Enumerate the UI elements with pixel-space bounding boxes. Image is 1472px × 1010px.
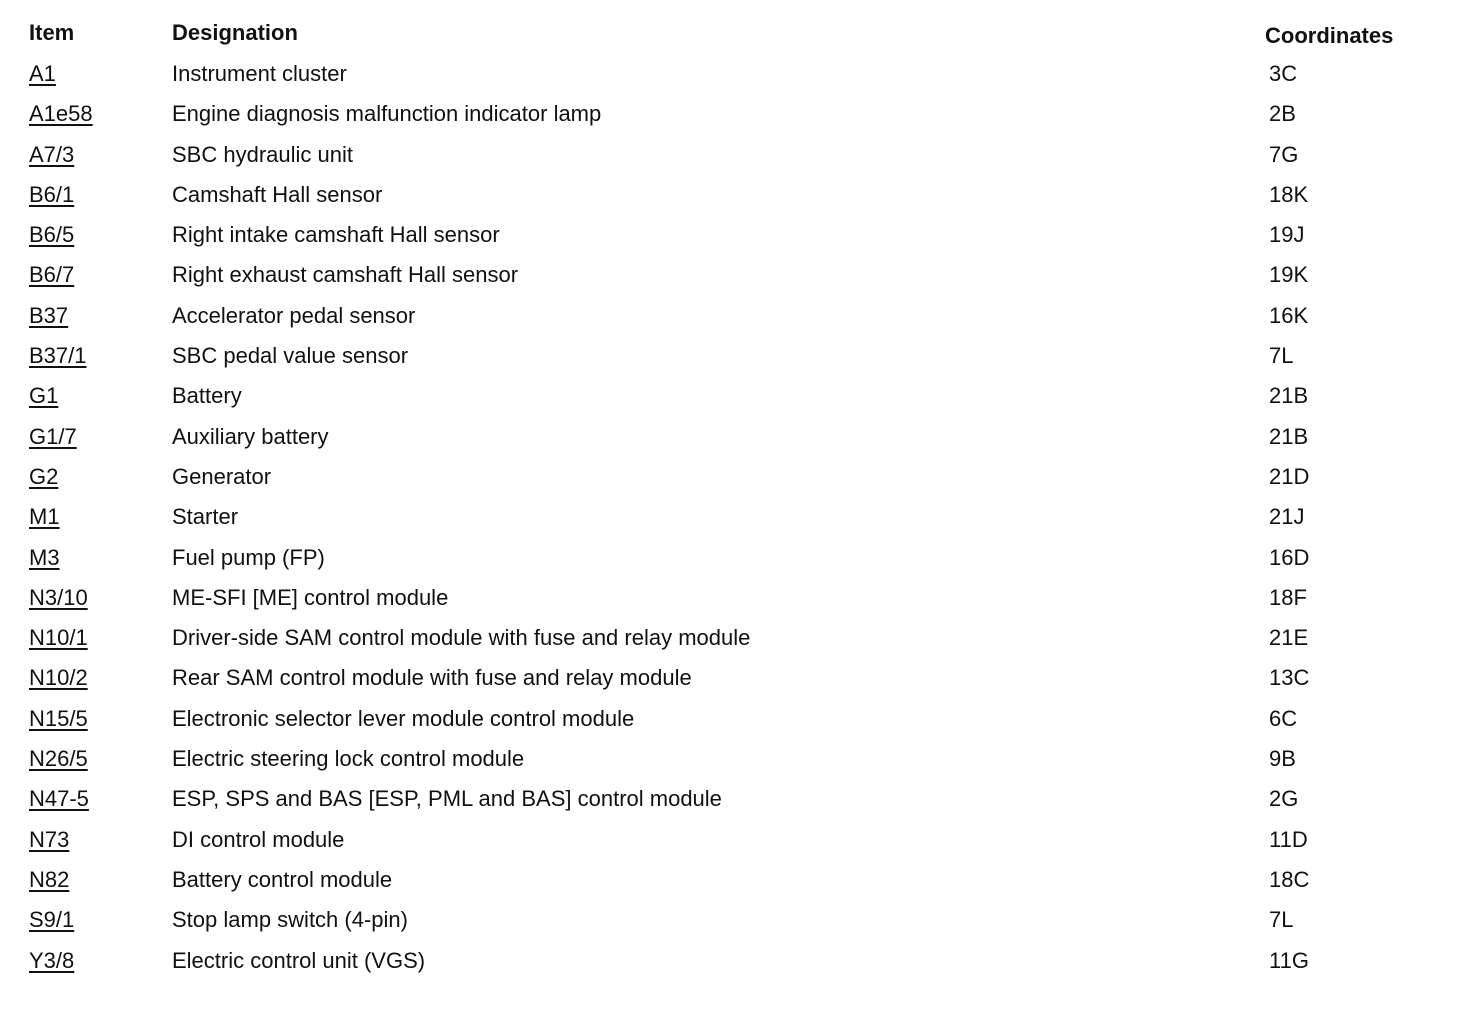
coordinates-text: 13C	[1269, 665, 1310, 691]
item-link[interactable]: A1	[29, 61, 56, 86]
coordinates-text: 18K	[1269, 181, 1309, 207]
coordinates-text: 21B	[1269, 423, 1309, 449]
coordinates-text: 21E	[1269, 625, 1309, 651]
item-link[interactable]: N73	[29, 826, 70, 852]
item-link[interactable]: N10/2	[29, 665, 88, 691]
designation-text: Electric steering lock control module	[172, 746, 525, 772]
column-header-coordinates: Coordinates	[1265, 23, 1394, 48]
item-link[interactable]: N15/5	[29, 705, 88, 731]
item-link[interactable]: N26/5	[29, 746, 88, 772]
coordinates-text: 7G	[1269, 141, 1299, 167]
table-row	[0, 376, 1472, 416]
item-link[interactable]: N47-5	[29, 786, 89, 812]
table-row	[0, 54, 1472, 94]
table-row	[0, 941, 1472, 981]
table-row	[0, 658, 1472, 698]
coordinates-text: 16D	[1269, 544, 1310, 570]
designation-text: ME-SFI [ME] control module	[172, 584, 449, 610]
designation-text: SBC hydraulic unit	[172, 141, 353, 167]
item-link[interactable]: N3/10	[29, 584, 88, 610]
table-row	[0, 538, 1472, 578]
coordinates-text: 11G	[1269, 947, 1309, 973]
item-link[interactable]: A1e58	[29, 101, 93, 127]
table-row	[0, 417, 1472, 457]
item-link[interactable]: B37	[29, 302, 69, 328]
designation-text: Starter	[172, 504, 239, 530]
table-row	[0, 860, 1472, 900]
table-row	[0, 296, 1472, 336]
coordinates-text: 18C	[1269, 866, 1310, 892]
table-row	[0, 618, 1472, 658]
coordinates-text: 21D	[1269, 463, 1310, 489]
designation-text: Electronic selector lever module control module	[172, 705, 635, 731]
designation-text: Driver-side SAM control module with fuse and relay module	[172, 625, 751, 651]
designation-text: Fuel pump (FP)	[172, 544, 325, 570]
table-row	[0, 457, 1472, 497]
item-link[interactable]: G1/7	[29, 423, 77, 449]
designation-text: Battery	[172, 383, 242, 409]
item-link[interactable]: M1	[29, 504, 60, 530]
designation-text: Battery control module	[172, 866, 393, 892]
designation-text: SBC pedal value sensor	[172, 343, 409, 369]
designation-text: Electric control unit (VGS)	[172, 947, 426, 973]
coordinates-text: 2G	[1269, 786, 1299, 812]
table-row	[0, 175, 1472, 215]
item-link[interactable]: B6/7	[29, 262, 75, 288]
designation-text: DI control module	[172, 826, 345, 852]
item-link[interactable]: G2	[29, 463, 59, 489]
table-row	[0, 497, 1472, 537]
coordinates-text: 7L	[1269, 343, 1294, 369]
table-row	[0, 578, 1472, 618]
table-row	[0, 900, 1472, 940]
coordinates-text: 6C	[1269, 705, 1298, 731]
column-header-designation: Designation	[172, 20, 298, 45]
coordinates-text: 11D	[1269, 826, 1308, 852]
designation-text: Right exhaust camshaft Hall sensor	[172, 262, 519, 288]
item-link[interactable]: M3	[29, 544, 60, 570]
item-link[interactable]: Y3/8	[29, 947, 75, 973]
item-link[interactable]: N10/1	[29, 625, 88, 651]
item-link[interactable]: N82	[29, 866, 70, 892]
designation-text: Instrument cluster	[172, 61, 347, 86]
designation-text: Camshaft Hall sensor	[172, 181, 383, 207]
item-link[interactable]: G1	[29, 383, 59, 409]
coordinates-text: 19J	[1269, 222, 1305, 248]
designation-text: Auxiliary battery	[172, 423, 329, 449]
table-row	[0, 135, 1472, 175]
item-link[interactable]: A7/3	[29, 141, 75, 167]
coordinates-text: 2B	[1269, 101, 1296, 127]
table-row	[0, 779, 1472, 819]
coordinates-text: 3C	[1269, 61, 1298, 86]
coordinates-text: 18F	[1269, 584, 1307, 610]
coordinates-text: 16K	[1269, 302, 1309, 328]
table-row	[0, 255, 1472, 295]
coordinates-text: 21J	[1269, 504, 1305, 530]
coordinates-text: 9B	[1269, 746, 1296, 772]
designation-text: Right intake camshaft Hall sensor	[172, 222, 500, 248]
table-row	[0, 215, 1472, 255]
designation-text: Accelerator pedal sensor	[172, 302, 416, 328]
table-row	[0, 94, 1472, 134]
designation-text: Generator	[172, 463, 272, 489]
table-body	[0, 54, 1472, 981]
designation-text: Stop lamp switch (4-pin)	[172, 907, 408, 933]
designation-text: ESP, SPS and BAS [ESP, PML and BAS] control module	[172, 786, 722, 812]
table-row	[0, 336, 1472, 376]
table-row	[0, 820, 1472, 860]
column-header-item: Item	[29, 20, 75, 45]
coordinates-text: 7L	[1269, 907, 1294, 933]
table-row	[0, 739, 1472, 779]
coordinates-text: 19K	[1269, 262, 1309, 288]
table-header	[0, 18, 1472, 52]
item-link[interactable]: S9/1	[29, 907, 75, 933]
table-row	[0, 699, 1472, 739]
item-link[interactable]: B6/1	[29, 181, 75, 207]
designation-text: Engine diagnosis malfunction indicator lamp	[172, 101, 602, 127]
item-link[interactable]: B37/1	[29, 343, 87, 369]
item-link[interactable]: B6/5	[29, 222, 75, 248]
designation-text: Rear SAM control module with fuse and relay module	[172, 665, 692, 691]
coordinates-text: 21B	[1269, 383, 1309, 409]
